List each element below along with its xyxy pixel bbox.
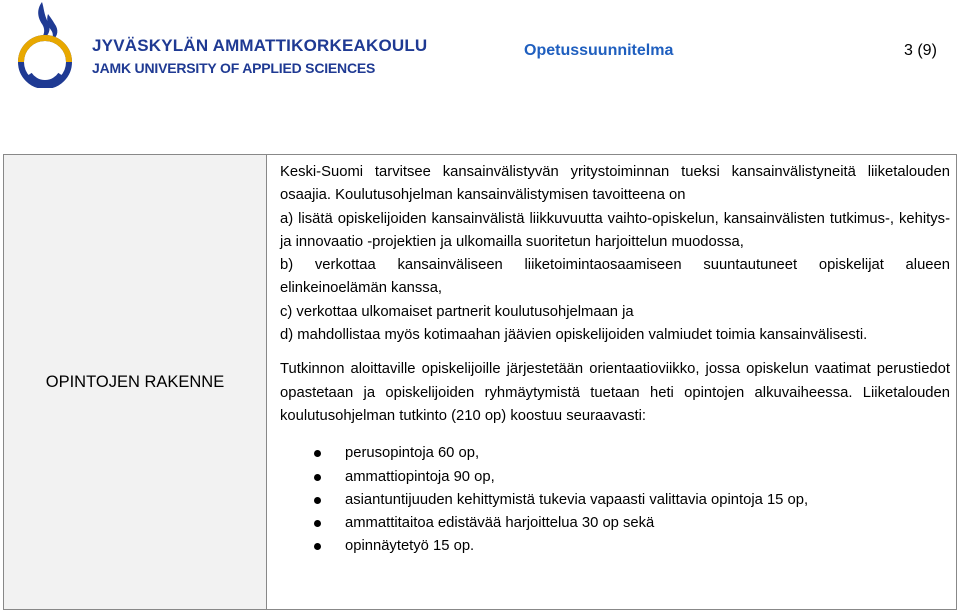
bullet-dot-icon xyxy=(314,543,321,550)
goal-d: d) mahdollistaa myös kotimaahan jäävien opiskelijoiden valmiudet toimia kansainvälisesti. xyxy=(280,327,868,344)
section-label-cell xyxy=(4,155,267,610)
list-item-text: asiantuntijuuden kehittymistä tukevia vapaasti valittavia opintoja 15 op, xyxy=(345,491,809,508)
list-item-text: ammattiopintoja 90 op, xyxy=(345,468,495,485)
org-name-english: JAMK UNIVERSITY OF APPLIED SCIENCES xyxy=(92,60,376,76)
list-item-text: ammattitaitoa edistävää harjoittelua 30 op sekä xyxy=(345,515,655,532)
list-item xyxy=(280,489,950,512)
list-item xyxy=(280,466,950,489)
list-item-text: opinnäytetyö 15 op. xyxy=(345,538,475,555)
goal-a: a) lisätä opiskelijoiden kansainvälistä liikkuvuutta vaihto-opiskelun, kansainvälisten tutkimus-, kehitys- ja innovaatio -projektien ja ulkomailla suoritetun harjoittelun muodossa, xyxy=(280,210,950,250)
intro-paragraph: Keski-Suomi tarvitsee kansainvälistyvän yritystoiminnan tueksi kansainvälistyneitä liiketalouden osaajia. Koulutusohjelman kansainvälistymisen tavoitteena on xyxy=(280,164,950,204)
structure-paragraph: Tutkinnon aloittaville opiskelijoille järjestetään orientaatioviikko, jossa opiskelun vaatimat perustiedot opastetaan ja opiskelijoiden ryhmäytymistä tuetaan heti opintojen alkuvaiheessa. Liiketalouden koulutusohjelman tutkinto (210 op) koostuu seuraavasti: xyxy=(280,361,950,424)
credit-list xyxy=(280,442,950,558)
list-item xyxy=(280,535,950,558)
list-item xyxy=(280,442,950,465)
page-header xyxy=(0,0,960,100)
curriculum-table xyxy=(3,154,957,610)
bullet-dot-icon xyxy=(314,474,321,481)
jamk-logo xyxy=(8,2,82,88)
org-name: JYVÄSKYLÄN AMMATTIKORKEAKOULU xyxy=(92,36,428,55)
list-item-text: perusopintoja 60 op, xyxy=(345,445,480,462)
document-title: Opetussuunnitelma xyxy=(524,42,674,59)
bullet-dot-icon xyxy=(314,450,321,457)
bullet-dot-icon xyxy=(314,497,321,504)
bullet-dot-icon xyxy=(314,520,321,527)
table-row xyxy=(4,155,957,610)
goal-c: c) verkottaa ulkomaiset partnerit koulutusohjelmaan ja xyxy=(280,303,634,320)
section-content-cell xyxy=(267,155,957,610)
goal-b: b) verkottaa kansainväliseen liiketoimintaosaamiseen suuntautuneet opiskelijat alueen elinkeinoelämän kanssa, xyxy=(280,257,950,297)
page-number: 3 (9) xyxy=(904,42,937,59)
list-item xyxy=(280,512,950,535)
section-label: OPINTOJEN RAKENNE xyxy=(45,372,225,391)
